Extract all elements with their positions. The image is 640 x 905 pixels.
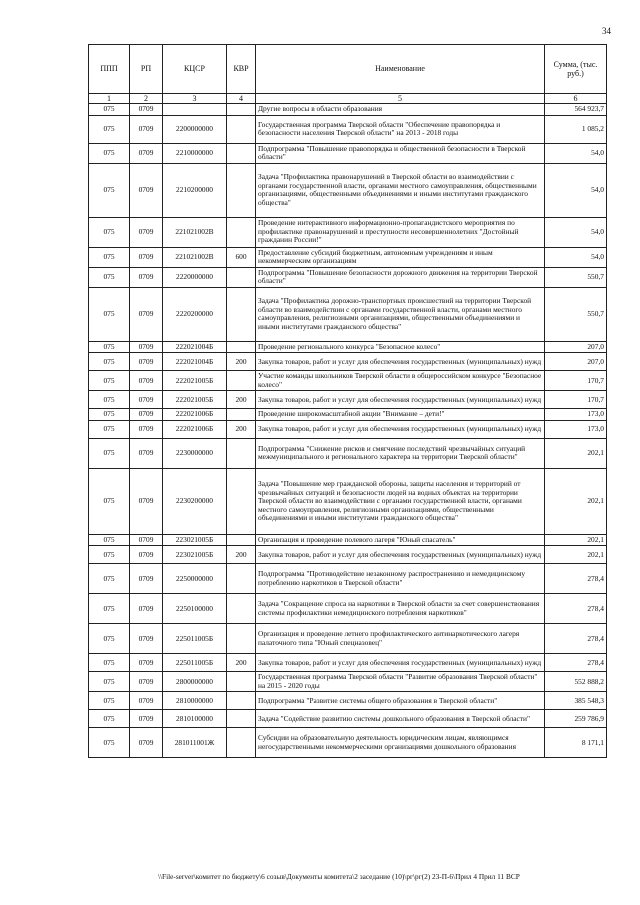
ppp-cell: 075 <box>89 217 130 247</box>
ppp-cell: 075 <box>89 247 130 267</box>
kcsr-cell: 222021004Б <box>163 341 227 353</box>
table-row <box>89 104 607 116</box>
name-cell: Участие команды школьников Тверской области в общероссийском конкурсе "Безопасное колесо" <box>256 371 545 391</box>
kcsr-cell: 225011005Б <box>163 624 227 654</box>
rp-cell: 0709 <box>130 594 163 624</box>
kcsr-cell: 2210200000 <box>163 163 227 217</box>
header-sum: Сумма, (тыс. руб.) <box>545 45 607 94</box>
ppp-cell: 075 <box>89 409 130 421</box>
name-cell: Проведение регионального конкурса "Безопасное колесо" <box>256 341 545 353</box>
kvr-cell <box>227 267 256 287</box>
sum-cell: 54,0 <box>545 217 607 247</box>
kvr-cell: 200 <box>227 420 256 438</box>
kcsr-cell: 2230200000 <box>163 468 227 534</box>
rp-cell: 0709 <box>130 546 163 564</box>
column-number: 1 <box>89 94 130 104</box>
rp-cell: 0709 <box>130 353 163 371</box>
kvr-cell <box>227 217 256 247</box>
kvr-cell <box>227 341 256 353</box>
column-numbers-row <box>89 94 607 104</box>
kcsr-cell: 225011005Б <box>163 654 227 672</box>
kvr-cell <box>227 692 256 710</box>
rp-cell: 0709 <box>130 391 163 409</box>
sum-cell: 278,4 <box>545 654 607 672</box>
name-cell: Другие вопросы в области образования <box>256 104 545 116</box>
rp-cell: 0709 <box>130 672 163 692</box>
file-path-footer: \\File-server\комитет по бюджету\6 созыв\Документы комитета\2 заседание (10)\рг\рг(2) 23-П-6\Прил 4 Прил 11 ВСР <box>158 872 520 881</box>
kvr-cell: 200 <box>227 654 256 672</box>
sum-cell: 170,7 <box>545 371 607 391</box>
ppp-cell: 075 <box>89 143 130 163</box>
header-kcsr: КЦСР <box>163 45 227 94</box>
rp-cell: 0709 <box>130 468 163 534</box>
sum-cell: 207,0 <box>545 341 607 353</box>
kcsr-cell: 223021005Б <box>163 546 227 564</box>
sum-cell: 385 548,3 <box>545 692 607 710</box>
ppp-cell: 075 <box>89 341 130 353</box>
rp-cell: 0709 <box>130 143 163 163</box>
name-cell: Подпрограмма "Повышение безопасности дорожного движения на территории Тверской области" <box>256 267 545 287</box>
kcsr-cell: 222021004Б <box>163 353 227 371</box>
name-cell: Закупка товаров, работ и услуг для обеспечения государственных (муниципальных) нужд <box>256 391 545 409</box>
sum-cell: 54,0 <box>545 247 607 267</box>
rp-cell: 0709 <box>130 247 163 267</box>
rp-cell: 0709 <box>130 564 163 594</box>
kvr-cell <box>227 115 256 143</box>
ppp-cell: 075 <box>89 438 130 468</box>
name-cell: Закупка товаров, работ и услуг для обеспечения государственных (муниципальных) нужд <box>256 420 545 438</box>
ppp-cell: 075 <box>89 104 130 116</box>
sum-cell: 552 888,2 <box>545 672 607 692</box>
table-row <box>89 692 607 710</box>
table-row <box>89 217 607 247</box>
ppp-cell: 075 <box>89 564 130 594</box>
ppp-cell: 075 <box>89 672 130 692</box>
kcsr-cell: 2800000000 <box>163 672 227 692</box>
table-row <box>89 353 607 371</box>
sum-cell: 173,0 <box>545 409 607 421</box>
rp-cell: 0709 <box>130 534 163 546</box>
table-row <box>89 409 607 421</box>
column-number: 5 <box>256 94 545 104</box>
ppp-cell: 075 <box>89 163 130 217</box>
kvr-cell <box>227 104 256 116</box>
ppp-cell: 075 <box>89 353 130 371</box>
sum-cell: 1 085,2 <box>545 115 607 143</box>
kcsr-cell: 221021002В <box>163 217 227 247</box>
kvr-cell <box>227 143 256 163</box>
name-cell: Подпрограмма "Повышение правопорядка и общественной безопасности в Тверской области" <box>256 143 545 163</box>
kcsr-cell: 281011001Ж <box>163 728 227 758</box>
table-row <box>89 143 607 163</box>
sum-cell: 550,7 <box>545 267 607 287</box>
kcsr-cell: 2810100000 <box>163 710 227 728</box>
kvr-cell <box>227 534 256 546</box>
sum-cell: 564 923,7 <box>545 104 607 116</box>
kcsr-cell: 223021005Б <box>163 534 227 546</box>
table-row <box>89 391 607 409</box>
name-cell: Государственная программа Тверской области "Обеспечение правопорядка и безопасности населения Тверской области" на 2013 - 2018 годы <box>256 115 545 143</box>
ppp-cell: 075 <box>89 594 130 624</box>
kvr-cell <box>227 468 256 534</box>
rp-cell: 0709 <box>130 163 163 217</box>
table-row <box>89 163 607 217</box>
rp-cell: 0709 <box>130 287 163 341</box>
table-row <box>89 564 607 594</box>
kvr-cell <box>227 710 256 728</box>
kvr-cell <box>227 624 256 654</box>
table-row <box>89 534 607 546</box>
sum-cell: 202,1 <box>545 438 607 468</box>
ppp-cell: 075 <box>89 654 130 672</box>
sum-cell: 278,4 <box>545 624 607 654</box>
kcsr-cell <box>163 104 227 116</box>
table-row <box>89 654 607 672</box>
table-header <box>89 45 607 104</box>
ppp-cell: 075 <box>89 371 130 391</box>
kvr-cell: 200 <box>227 391 256 409</box>
name-cell: Государственная программа Тверской области "Развитие образования Тверской области" на 2015 - 2020 годы <box>256 672 545 692</box>
name-cell: Закупка товаров, работ и услуг для обеспечения государственных (муниципальных) нужд <box>256 546 545 564</box>
kcsr-cell: 2230000000 <box>163 438 227 468</box>
name-cell: Предоставление субсидий бюджетным, автономным учреждениям и иным некоммерческим организациям <box>256 247 545 267</box>
rp-cell: 0709 <box>130 267 163 287</box>
ppp-cell: 075 <box>89 420 130 438</box>
budget-table <box>88 44 607 758</box>
rp-cell: 0709 <box>130 371 163 391</box>
sum-cell: 278,4 <box>545 594 607 624</box>
kvr-cell <box>227 438 256 468</box>
ppp-cell: 075 <box>89 710 130 728</box>
sum-cell: 202,1 <box>545 546 607 564</box>
kcsr-cell: 222021006Б <box>163 409 227 421</box>
kcsr-cell: 2250000000 <box>163 564 227 594</box>
table-row <box>89 371 607 391</box>
table-row <box>89 624 607 654</box>
kcsr-cell: 2220000000 <box>163 267 227 287</box>
sum-cell: 278,4 <box>545 564 607 594</box>
name-cell: Задача "Профилактика правонарушений в Тверской области во взаимодействии с органами государственной власти, органами местного самоуправления, общественными организациями, общественными объединениями и иными институтами гражданского общества" <box>256 163 545 217</box>
ppp-cell: 075 <box>89 546 130 564</box>
column-number: 4 <box>227 94 256 104</box>
column-number: 3 <box>163 94 227 104</box>
header-rp: РП <box>130 45 163 94</box>
sum-cell: 202,1 <box>545 468 607 534</box>
kcsr-cell: 2250100000 <box>163 594 227 624</box>
kvr-cell <box>227 594 256 624</box>
sum-cell: 173,0 <box>545 420 607 438</box>
name-cell: Подпрограмма "Противодействие незаконному распространению и немедицинскому потреблению наркотиков в Тверской области" <box>256 564 545 594</box>
kvr-cell <box>227 287 256 341</box>
ppp-cell: 075 <box>89 624 130 654</box>
ppp-cell: 075 <box>89 692 130 710</box>
table-row <box>89 247 607 267</box>
name-cell: Задача "Профилактика дорожно-транспортных происшествий на территории Тверской области во взаимодействии с органами государственной власти, органами местного самоуправления, религиозными организациями, общественными объединениями и иными институтами гражданского общества" <box>256 287 545 341</box>
kcsr-cell: 2220200000 <box>163 287 227 341</box>
name-cell: Закупка товаров, работ и услуг для обеспечения государственных (муниципальных) нужд <box>256 654 545 672</box>
rp-cell: 0709 <box>130 624 163 654</box>
table-row <box>89 710 607 728</box>
table-row <box>89 267 607 287</box>
rp-cell: 0709 <box>130 710 163 728</box>
rp-cell: 0709 <box>130 692 163 710</box>
sum-cell: 54,0 <box>545 143 607 163</box>
name-cell: Организация и проведение полевого лагеря "Юный спасатель" <box>256 534 545 546</box>
table-row <box>89 672 607 692</box>
kvr-cell <box>227 163 256 217</box>
header-ppp: ППП <box>89 45 130 94</box>
table-row <box>89 287 607 341</box>
name-cell: Подпрограмма "Развитие системы общего образования в Тверской области" <box>256 692 545 710</box>
kvr-cell: 600 <box>227 247 256 267</box>
name-cell: Закупка товаров, работ и услуг для обеспечения государственных (муниципальных) нужд <box>256 353 545 371</box>
kvr-cell: 200 <box>227 546 256 564</box>
rp-cell: 0709 <box>130 438 163 468</box>
ppp-cell: 075 <box>89 728 130 758</box>
rp-cell: 0709 <box>130 104 163 116</box>
column-number: 6 <box>545 94 607 104</box>
sum-cell: 202,1 <box>545 534 607 546</box>
kvr-cell <box>227 409 256 421</box>
ppp-cell: 075 <box>89 391 130 409</box>
kvr-cell <box>227 371 256 391</box>
sum-cell: 259 786,9 <box>545 710 607 728</box>
name-cell: Организация и проведение летнего профилактического антинаркотического лагеря палаточного типа "Юный спецназовец" <box>256 624 545 654</box>
sum-cell: 170,7 <box>545 391 607 409</box>
kcsr-cell: 221021002В <box>163 247 227 267</box>
name-cell: Задача "Сокращение спроса на наркотики в Тверской области за счет совершенствования системы профилактики немедицинского потребления наркотиков" <box>256 594 545 624</box>
header-kvr: КВР <box>227 45 256 94</box>
table-row <box>89 546 607 564</box>
rp-cell: 0709 <box>130 409 163 421</box>
name-cell: Проведение широкомасштабной акции "Внимание – дети!" <box>256 409 545 421</box>
kcsr-cell: 222021006Б <box>163 420 227 438</box>
table-row <box>89 341 607 353</box>
kvr-cell <box>227 728 256 758</box>
table-row <box>89 420 607 438</box>
name-cell: Задача "Повышение мер гражданской обороны, защиты населения и территорий от чрезвычайных ситуаций и безопасности людей на водных объектах на территории Тверской области во взаимодействии с органами государственной власти, органами местного самоуправления, религиозными организациями, общественными объединениями и иными институтами гражданского общества" <box>256 468 545 534</box>
table-row <box>89 594 607 624</box>
kvr-cell <box>227 672 256 692</box>
sum-cell: 207,0 <box>545 353 607 371</box>
rp-cell: 0709 <box>130 728 163 758</box>
rp-cell: 0709 <box>130 115 163 143</box>
ppp-cell: 075 <box>89 267 130 287</box>
sum-cell: 8 171,1 <box>545 728 607 758</box>
name-cell: Субсидии на образовательную деятельность юридическим лицам, являющимся негосударственными некоммерческими организациями дошкольного образования <box>256 728 545 758</box>
ppp-cell: 075 <box>89 287 130 341</box>
name-cell: Проведение интерактивного информационно-пропагандистского мероприятия по профилактике правонарушений и преступности несовершеннолетних "Достойный гражданин России!" <box>256 217 545 247</box>
rp-cell: 0709 <box>130 654 163 672</box>
table-row <box>89 115 607 143</box>
kvr-cell <box>227 564 256 594</box>
name-cell: Подпрограмма "Снижение рисков и смягчение последствий чрезвычайных ситуаций межмуниципального и регионального характера на территории Тверской области" <box>256 438 545 468</box>
name-cell: Задача "Содействие развитию системы дошкольного образования в Тверской области" <box>256 710 545 728</box>
page-number: 34 <box>602 26 611 36</box>
ppp-cell: 075 <box>89 468 130 534</box>
sum-cell: 54,0 <box>545 163 607 217</box>
kcsr-cell: 2210000000 <box>163 143 227 163</box>
table-row <box>89 728 607 758</box>
rp-cell: 0709 <box>130 341 163 353</box>
table-row <box>89 438 607 468</box>
table-body <box>89 104 607 758</box>
kcsr-cell: 2200000000 <box>163 115 227 143</box>
kcsr-cell: 222021005Б <box>163 371 227 391</box>
header-name: Наименование <box>256 45 545 94</box>
kcsr-cell: 222021005Б <box>163 391 227 409</box>
ppp-cell: 075 <box>89 534 130 546</box>
ppp-cell: 075 <box>89 115 130 143</box>
table-row <box>89 468 607 534</box>
rp-cell: 0709 <box>130 420 163 438</box>
sum-cell: 550,7 <box>545 287 607 341</box>
kcsr-cell: 2810000000 <box>163 692 227 710</box>
rp-cell: 0709 <box>130 217 163 247</box>
kvr-cell: 200 <box>227 353 256 371</box>
column-number: 2 <box>130 94 163 104</box>
